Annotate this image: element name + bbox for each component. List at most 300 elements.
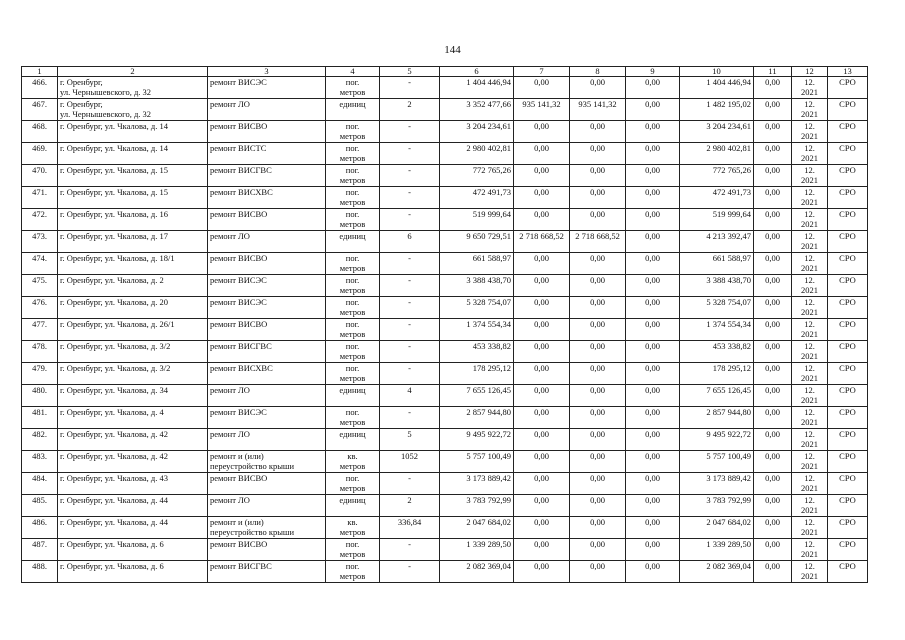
total-cost — [440, 473, 514, 495]
funding-source — [828, 561, 868, 583]
unit — [326, 275, 380, 297]
cost-col8 — [570, 407, 626, 429]
unit-text: пог. — [345, 121, 360, 131]
cost-col11 — [754, 143, 792, 165]
cost-col8-text: 0,00 — [590, 385, 605, 395]
cost-col7-text: 0,00 — [534, 77, 549, 87]
unit-text: пог. — [345, 363, 360, 373]
row-number — [22, 385, 58, 407]
cost-col9-text: 0,00 — [645, 407, 660, 417]
quantity-text: - — [408, 539, 411, 549]
deadline — [792, 121, 828, 143]
work-type — [208, 121, 326, 143]
quantity — [380, 319, 440, 341]
cost-col10 — [680, 253, 754, 275]
quantity — [380, 253, 440, 275]
row-number — [22, 407, 58, 429]
address — [58, 165, 208, 187]
total-cost-text: 3 352 477,66 — [466, 99, 511, 109]
unit — [326, 187, 380, 209]
cost-col7 — [514, 275, 570, 297]
column-number: 2 — [58, 67, 208, 77]
deadline-text: 12. — [804, 429, 815, 439]
quantity — [380, 209, 440, 231]
total-cost — [440, 341, 514, 363]
table-row — [22, 451, 868, 473]
total-cost-text: 472 491,73 — [472, 187, 511, 197]
unit-text: метров — [339, 527, 366, 537]
cost-col9-text: 0,00 — [645, 99, 660, 109]
work-type — [208, 275, 326, 297]
row-number-text: 484. — [32, 473, 47, 483]
cost-col9 — [626, 121, 680, 143]
deadline — [792, 165, 828, 187]
cost-col8-text: 0,00 — [590, 539, 605, 549]
cost-col9-text: 0,00 — [645, 319, 660, 329]
cost-col10 — [680, 451, 754, 473]
cost-col8 — [570, 495, 626, 517]
address-text: г. Оренбург, ул. Чкалова, д. 44 — [60, 495, 168, 505]
column-number: 13 — [828, 67, 868, 77]
funding-source — [828, 253, 868, 275]
cost-col8 — [570, 121, 626, 143]
cost-col7 — [514, 341, 570, 363]
cost-col8 — [570, 539, 626, 561]
cost-col9 — [626, 495, 680, 517]
cost-col7 — [514, 253, 570, 275]
work-type — [208, 165, 326, 187]
work-type-text: ремонт ВИСВО — [210, 319, 268, 329]
total-cost-text: 1 339 289,50 — [466, 539, 511, 549]
row-number — [22, 341, 58, 363]
cost-col7-text: 2 718 668,52 — [519, 231, 564, 241]
work-type — [208, 429, 326, 451]
column-number: 8 — [570, 67, 626, 77]
address — [58, 253, 208, 275]
total-cost — [440, 77, 514, 99]
deadline-text: 2021 — [801, 351, 818, 361]
unit-text: пог. — [345, 539, 360, 549]
cost-col10 — [680, 407, 754, 429]
address — [58, 341, 208, 363]
cost-col10-text: 519 999,64 — [712, 209, 751, 219]
quantity-text: - — [408, 319, 411, 329]
unit — [326, 473, 380, 495]
cost-col11-text: 0,00 — [765, 473, 780, 483]
unit-text: единиц — [339, 99, 366, 109]
quantity — [380, 451, 440, 473]
cost-col8-text: 0,00 — [590, 341, 605, 351]
cost-col11 — [754, 341, 792, 363]
work-type-text: ремонт ВИСВО — [210, 121, 268, 131]
row-number — [22, 253, 58, 275]
row-number-text: 478. — [32, 341, 47, 351]
deadline-text: 12. — [804, 385, 815, 395]
funding-source-text: СРО — [839, 253, 856, 263]
quantity-text: - — [408, 473, 411, 483]
funding-source — [828, 143, 868, 165]
cost-col11 — [754, 473, 792, 495]
cost-col11 — [754, 539, 792, 561]
work-type-text: ремонт ВИСЭС — [210, 275, 267, 285]
unit — [326, 209, 380, 231]
work-type-text: ремонт ВИСВО — [210, 209, 268, 219]
deadline-text: 2021 — [801, 153, 818, 163]
unit-text: пог. — [345, 209, 360, 219]
cost-col10-text: 3 388 438,70 — [706, 275, 751, 285]
total-cost — [440, 495, 514, 517]
cost-col10 — [680, 517, 754, 539]
cost-col8-text: 0,00 — [590, 429, 605, 439]
cost-col8-text: 0,00 — [590, 451, 605, 461]
total-cost — [440, 165, 514, 187]
quantity — [380, 165, 440, 187]
cost-col10-text: 5 757 100,49 — [706, 451, 751, 461]
deadline — [792, 187, 828, 209]
total-cost — [440, 121, 514, 143]
table-row — [22, 209, 868, 231]
quantity-text: - — [408, 363, 411, 373]
deadline-text: 2021 — [801, 131, 818, 141]
total-cost-text: 5 757 100,49 — [466, 451, 511, 461]
cost-col9-text: 0,00 — [645, 143, 660, 153]
quantity — [380, 385, 440, 407]
deadline-text: 12. — [804, 561, 815, 571]
total-cost-text: 3 173 889,42 — [466, 473, 511, 483]
address — [58, 495, 208, 517]
unit — [326, 429, 380, 451]
address — [58, 121, 208, 143]
cost-col7 — [514, 297, 570, 319]
deadline — [792, 539, 828, 561]
cost-col11-text: 0,00 — [765, 231, 780, 241]
address — [58, 275, 208, 297]
deadline-text: 12. — [804, 275, 815, 285]
unit — [326, 539, 380, 561]
funding-source-text: СРО — [839, 385, 856, 395]
row-number — [22, 517, 58, 539]
cost-col8-text: 0,00 — [590, 363, 605, 373]
quantity-text: - — [408, 253, 411, 263]
quantity — [380, 473, 440, 495]
work-type — [208, 385, 326, 407]
address — [58, 473, 208, 495]
deadline-text: 12. — [804, 143, 815, 153]
unit-text: единиц — [339, 231, 366, 241]
cost-col10 — [680, 495, 754, 517]
deadline — [792, 561, 828, 583]
quantity — [380, 341, 440, 363]
cost-col11-text: 0,00 — [765, 407, 780, 417]
deadline-text: 2021 — [801, 439, 818, 449]
total-cost — [440, 209, 514, 231]
quantity-text: - — [408, 561, 411, 571]
cost-col8-text: 2 718 668,52 — [575, 231, 620, 241]
deadline-text: 12. — [804, 473, 815, 483]
address-text: г. Оренбург, ул. Чкалова, д. 42 — [60, 429, 168, 439]
work-type-text: ремонт ВИСГВС — [210, 341, 272, 351]
row-number-text: 475. — [32, 275, 47, 285]
deadline-text: 2021 — [801, 219, 818, 229]
cost-col8 — [570, 209, 626, 231]
work-type — [208, 517, 326, 539]
cost-col11 — [754, 517, 792, 539]
cost-col11 — [754, 209, 792, 231]
cost-col7-text: 0,00 — [534, 473, 549, 483]
quantity — [380, 517, 440, 539]
cost-col7-text: 0,00 — [534, 517, 549, 527]
cost-col11-text: 0,00 — [765, 517, 780, 527]
cost-col11 — [754, 407, 792, 429]
quantity-text: - — [408, 407, 411, 417]
address — [58, 363, 208, 385]
funding-source-text: СРО — [839, 99, 856, 109]
address-text: г. Оренбург, ул. Чкалова, д. 6 — [60, 539, 164, 549]
quantity — [380, 275, 440, 297]
cost-col7 — [514, 561, 570, 583]
cost-col11-text: 0,00 — [765, 77, 780, 87]
cost-col10-text: 1 339 289,50 — [706, 539, 751, 549]
address-text: г. Оренбург, ул. Чкалова, д. 6 — [60, 561, 164, 571]
address-text: г. Оренбург, ул. Чкалова, д. 3/2 — [60, 363, 171, 373]
column-number: 7 — [514, 67, 570, 77]
cost-col11 — [754, 561, 792, 583]
deadline-text: 12. — [804, 165, 815, 175]
total-cost — [440, 517, 514, 539]
unit-text: метров — [339, 285, 366, 295]
cost-col11-text: 0,00 — [765, 429, 780, 439]
unit — [326, 165, 380, 187]
deadline — [792, 429, 828, 451]
cost-col8 — [570, 297, 626, 319]
cost-col9-text: 0,00 — [645, 561, 660, 571]
funding-source — [828, 319, 868, 341]
unit — [326, 121, 380, 143]
column-number: 3 — [208, 67, 326, 77]
total-cost — [440, 319, 514, 341]
row-number-text: 471. — [32, 187, 47, 197]
unit-text: пог. — [345, 319, 360, 329]
cost-col9 — [626, 561, 680, 583]
cost-col10-text: 4 213 392,47 — [706, 231, 751, 241]
cost-col11 — [754, 253, 792, 275]
cost-col8 — [570, 385, 626, 407]
work-type-text: переустройство крыши — [210, 461, 295, 471]
cost-col11-text: 0,00 — [765, 275, 780, 285]
cost-col7 — [514, 77, 570, 99]
table-row — [22, 165, 868, 187]
deadline — [792, 319, 828, 341]
cost-col9-text: 0,00 — [645, 275, 660, 285]
funding-source — [828, 209, 868, 231]
deadline-text: 12. — [804, 297, 815, 307]
cost-col8 — [570, 187, 626, 209]
row-number-text: 470. — [32, 165, 47, 175]
total-cost-text: 3 783 792,99 — [466, 495, 511, 505]
cost-col7-text: 0,00 — [534, 495, 549, 505]
quantity-text: - — [408, 121, 411, 131]
cost-col11-text: 0,00 — [765, 297, 780, 307]
deadline — [792, 451, 828, 473]
work-type — [208, 297, 326, 319]
funding-source-text: СРО — [839, 539, 856, 549]
cost-col11-text: 0,00 — [765, 319, 780, 329]
cost-col10 — [680, 385, 754, 407]
cost-col7-text: 0,00 — [534, 187, 549, 197]
quantity-text: - — [408, 165, 411, 175]
cost-col9 — [626, 297, 680, 319]
funding-source — [828, 495, 868, 517]
deadline — [792, 99, 828, 121]
cost-col10-text: 7 655 126,45 — [706, 385, 751, 395]
deadline — [792, 385, 828, 407]
column-number: 5 — [380, 67, 440, 77]
quantity — [380, 429, 440, 451]
cost-col11-text: 0,00 — [765, 165, 780, 175]
work-type — [208, 495, 326, 517]
row-number-text: 472. — [32, 209, 47, 219]
deadline-text: 2021 — [801, 285, 818, 295]
deadline — [792, 209, 828, 231]
row-number-text: 477. — [32, 319, 47, 329]
cost-col11 — [754, 297, 792, 319]
work-type-text: ремонт ВИСЭС — [210, 407, 267, 417]
cost-col11-text: 0,00 — [765, 121, 780, 131]
cost-col7 — [514, 209, 570, 231]
address-text: г. Оренбург, ул. Чкалова, д. 4 — [60, 407, 164, 417]
cost-col11 — [754, 99, 792, 121]
cost-col10 — [680, 297, 754, 319]
cost-col9 — [626, 407, 680, 429]
cost-col10 — [680, 77, 754, 99]
funding-source — [828, 363, 868, 385]
work-type-text: ремонт ЛО — [210, 495, 250, 505]
unit-text: пог. — [345, 165, 360, 175]
cost-col11-text: 0,00 — [765, 385, 780, 395]
quantity-text: - — [408, 275, 411, 285]
address-text: г. Оренбург, ул. Чкалова, д. 14 — [60, 121, 168, 131]
cost-col8-text: 0,00 — [590, 77, 605, 87]
deadline-text: 2021 — [801, 395, 818, 405]
deadline-text: 2021 — [801, 329, 818, 339]
table-row — [22, 561, 868, 583]
cost-col10-text: 2 980 402,81 — [706, 143, 751, 153]
cost-col7-text: 0,00 — [534, 363, 549, 373]
funding-source-text: СРО — [839, 143, 856, 153]
table-row — [22, 143, 868, 165]
cost-col9 — [626, 165, 680, 187]
total-cost — [440, 451, 514, 473]
cost-col10-text: 2 047 684,02 — [706, 517, 751, 527]
cost-col10 — [680, 429, 754, 451]
unit — [326, 143, 380, 165]
cost-col9-text: 0,00 — [645, 341, 660, 351]
address — [58, 77, 208, 99]
unit-text: метров — [339, 197, 366, 207]
column-number: 9 — [626, 67, 680, 77]
cost-col9 — [626, 187, 680, 209]
column-number: 12 — [792, 67, 828, 77]
total-cost — [440, 187, 514, 209]
row-number — [22, 539, 58, 561]
cost-col9-text: 0,00 — [645, 231, 660, 241]
cost-col11 — [754, 187, 792, 209]
unit-text: метров — [339, 461, 366, 471]
funding-source — [828, 517, 868, 539]
funding-source-text: СРО — [839, 561, 856, 571]
row-number-text: 476. — [32, 297, 47, 307]
unit-text: единиц — [339, 385, 366, 395]
total-cost-text: 1 374 554,34 — [466, 319, 511, 329]
cost-col8-text: 0,00 — [590, 297, 605, 307]
cost-col8 — [570, 319, 626, 341]
address-text: г. Оренбург, ул. Чкалова, д. 42 — [60, 451, 168, 461]
funding-source — [828, 187, 868, 209]
cost-col7-text: 0,00 — [534, 297, 549, 307]
funding-source-text: СРО — [839, 341, 856, 351]
quantity-text: 6 — [407, 231, 412, 241]
total-cost-text: 453 338,82 — [472, 341, 511, 351]
total-cost-text: 1 404 446,94 — [466, 77, 511, 87]
address — [58, 143, 208, 165]
cost-col10 — [680, 209, 754, 231]
cost-col7-text: 0,00 — [534, 539, 549, 549]
funding-source-text: СРО — [839, 495, 856, 505]
table-row — [22, 77, 868, 99]
work-type — [208, 539, 326, 561]
column-number: 6 — [440, 67, 514, 77]
cost-col11 — [754, 385, 792, 407]
deadline-text: 2021 — [801, 241, 818, 251]
cost-col10 — [680, 539, 754, 561]
cost-col11-text: 0,00 — [765, 363, 780, 373]
address-text: г. Оренбург, ул. Чкалова, д. 18/1 — [60, 253, 175, 263]
cost-col9-text: 0,00 — [645, 517, 660, 527]
cost-col11 — [754, 319, 792, 341]
funding-source-text: СРО — [839, 77, 856, 87]
address — [58, 561, 208, 583]
cost-col11-text: 0,00 — [765, 99, 780, 109]
work-type — [208, 143, 326, 165]
cost-col7-text: 0,00 — [534, 451, 549, 461]
repair-schedule-table — [21, 66, 868, 583]
unit-text: метров — [339, 307, 366, 317]
deadline-text: 12. — [804, 121, 815, 131]
cost-col9 — [626, 517, 680, 539]
unit-text: пог. — [345, 341, 360, 351]
total-cost-text: 9 650 729,51 — [466, 231, 511, 241]
total-cost — [440, 297, 514, 319]
deadline-text: 2021 — [801, 505, 818, 515]
cost-col10-text: 3 783 792,99 — [706, 495, 751, 505]
cost-col9 — [626, 275, 680, 297]
cost-col10 — [680, 99, 754, 121]
address-text: г. Оренбург, — [60, 99, 103, 109]
deadline-text: 12. — [804, 341, 815, 351]
quantity — [380, 77, 440, 99]
unit — [326, 517, 380, 539]
unit-text: метров — [339, 131, 366, 141]
address — [58, 209, 208, 231]
cost-col8 — [570, 165, 626, 187]
cost-col10-text: 772 765,26 — [712, 165, 751, 175]
column-number-row — [22, 67, 868, 77]
cost-col7 — [514, 495, 570, 517]
work-type — [208, 407, 326, 429]
total-cost-text: 9 495 922,72 — [466, 429, 511, 439]
deadline-text: 12. — [804, 187, 815, 197]
quantity — [380, 297, 440, 319]
